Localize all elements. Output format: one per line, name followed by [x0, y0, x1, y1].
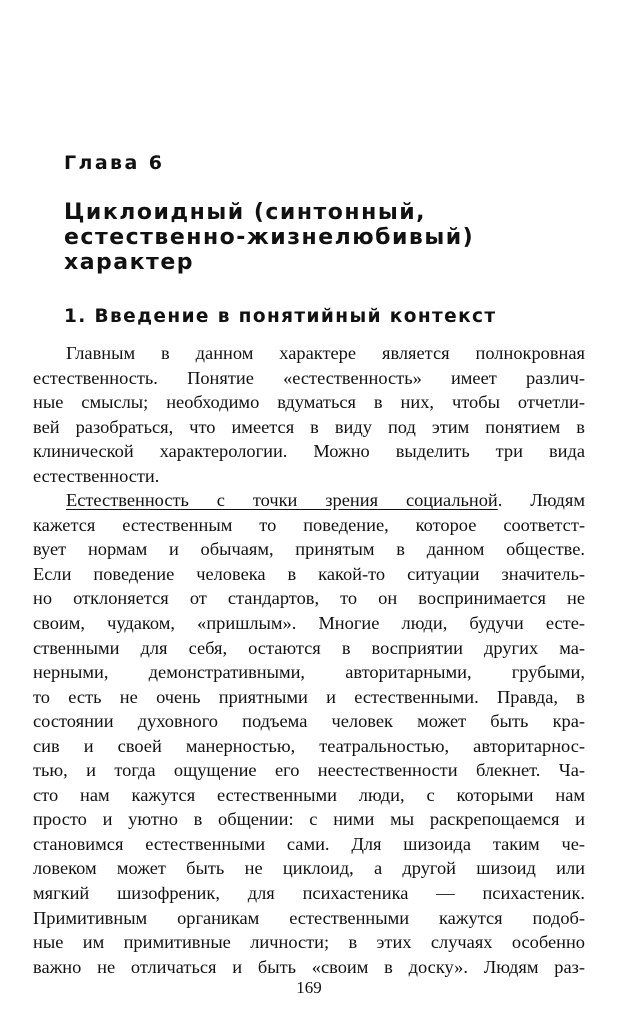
text-line: ные им примитивные личности; в этих случаях особенно: [33, 932, 585, 953]
page-number: 169: [296, 978, 322, 997]
body-text: [33, 341, 585, 979]
text-line: тью, и тогда ощущение его неестественности блекнет. Ча-: [33, 760, 585, 781]
text-line: естественности.: [33, 465, 160, 486]
text-line: но отклоняется от стандартов, то он воспринимается не: [33, 588, 585, 609]
text-line: ственными для себя, остаются в восприятии других ма-: [33, 637, 585, 658]
chapter-title-line: Циклоидный (синтонный,: [64, 200, 426, 225]
text-line: вей разобраться, что имеется в виду под этим понятием в: [33, 416, 585, 437]
text-line: естественность. Понятие «естественность» имеет различ-: [33, 367, 585, 388]
chapter-title: [64, 200, 584, 275]
text-line: клинической характерологии. Можно выделить три вида: [33, 441, 585, 462]
text-line: Если поведение человека в какой-то ситуации значитель-: [33, 563, 585, 584]
chapter-title-line: естественно-жизнелюбивый): [64, 225, 475, 250]
text-line: ловеком может быть не циклоид, а другой шизоид или: [33, 858, 585, 879]
chapter-label: Глава 6: [64, 152, 165, 174]
text-line: [33, 488, 585, 513]
paragraph: [33, 341, 585, 488]
chapter-title-line: характер: [64, 250, 194, 275]
text-line: сив и своей манерностью, театральностью, авторитарнос-: [33, 735, 585, 756]
text-line: становимся естественными сами. Для шизоида таким че-: [33, 833, 585, 854]
text-line: кажется естественным то поведение, которое соответст-: [33, 514, 585, 535]
text-line: состоянии духовного подъема человек может быть кра-: [33, 711, 585, 732]
paragraph: [33, 488, 585, 979]
text-line: своим, чудаком, «пришлым». Многие люди, будучи есте-: [33, 613, 585, 634]
text-line: ные смыслы; необходимо вдуматься в них, чтобы отчетли-: [33, 392, 585, 413]
text-fragment: . Людям: [497, 490, 585, 511]
text-line: мягкий шизофреник, для психастеника — психастеник.: [33, 883, 585, 904]
text-line: Главным в данном характере является полнокровная: [66, 343, 585, 363]
underlined-term: Естественность с точки зрения социальной: [66, 490, 498, 511]
text-line: важно не отличаться и быть «своим в доску». Людям раз-: [33, 956, 585, 977]
text-line: то есть не очень приятными и естественными. Правда, в: [33, 686, 585, 707]
section-title: 1. Введение в понятийный контекст: [64, 306, 497, 327]
text-line: сто нам кажутся естественными люди, с которыми нам: [33, 784, 585, 805]
text-line: нерными, демонстративными, авторитарными, грубыми,: [33, 662, 585, 683]
text-line: Примитивным органикам естественными кажутся подоб-: [33, 907, 585, 928]
text-line: вует нормам и обычаям, принятым в данном обществе.: [33, 539, 585, 560]
text-line: просто и уютно в общении: с ними мы раскрепощаемся и: [33, 809, 585, 830]
